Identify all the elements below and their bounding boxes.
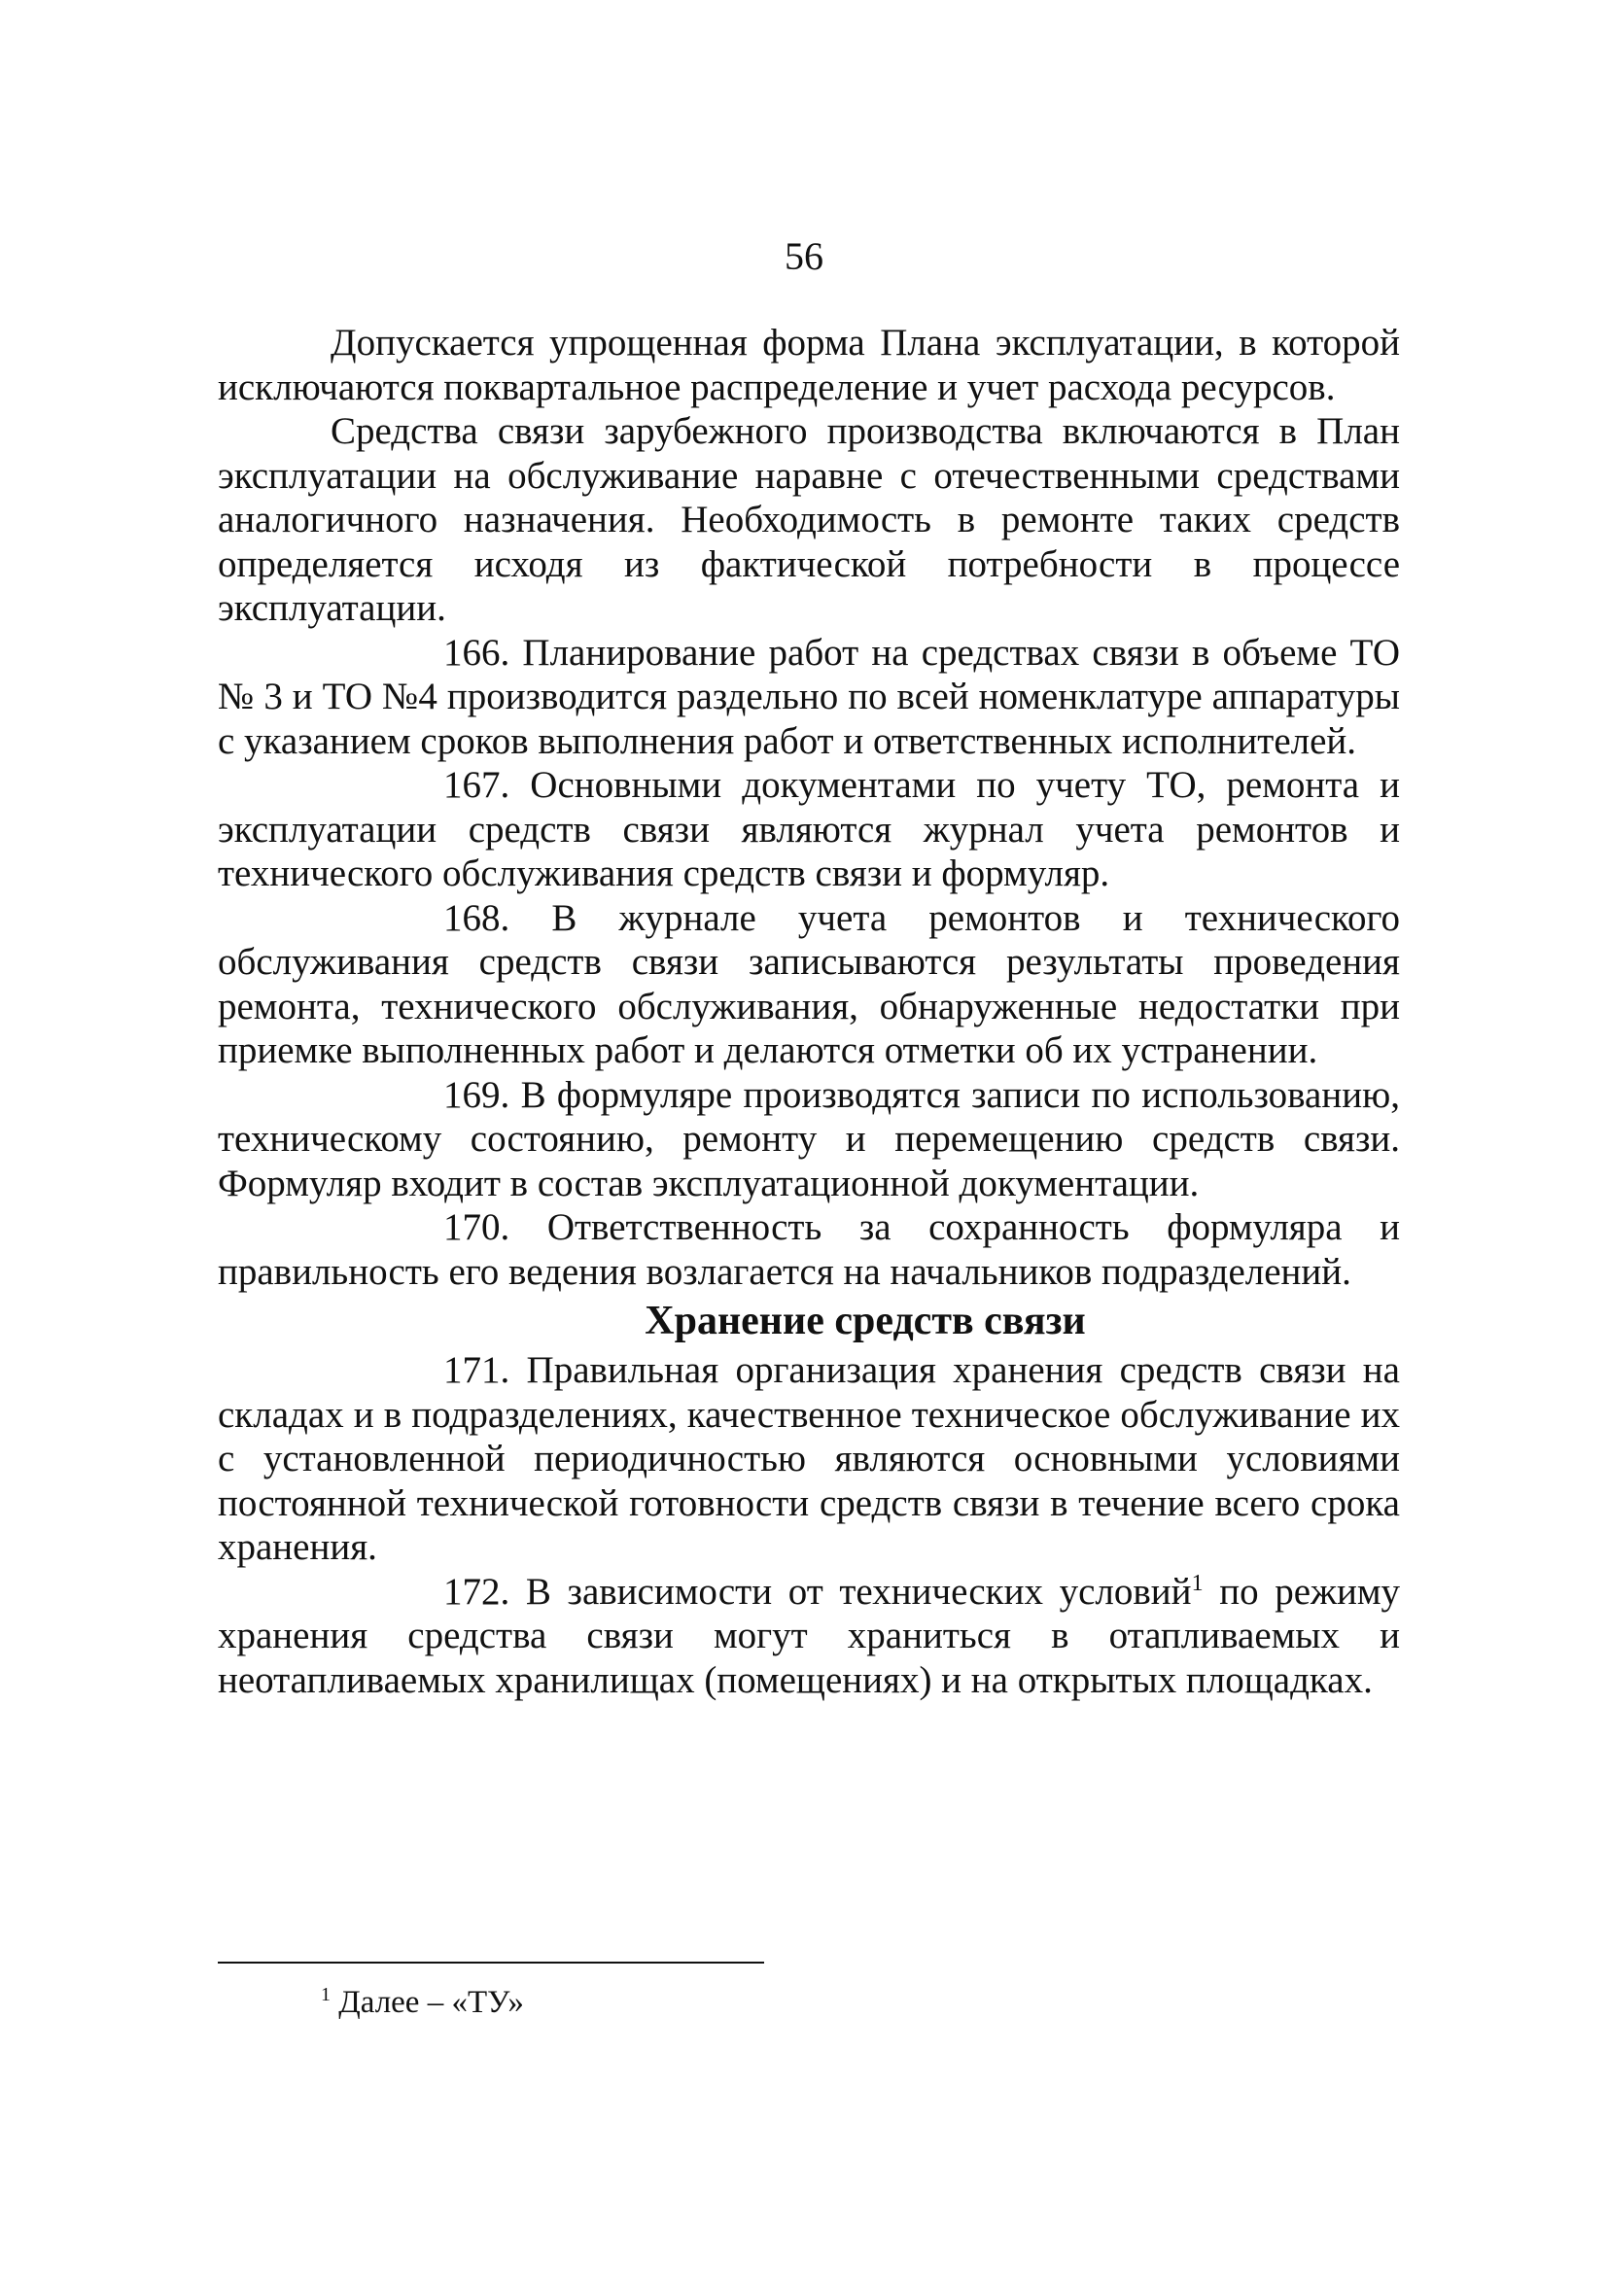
- section-heading: Хранение средств связи: [645, 1299, 1086, 1343]
- paragraph-foreign-equipment: Средства связи зарубежного производства включаются в План эксплуатации на обслуживание наравне с отечественными средствами аналогичного назначения. Необходимость в ремонте таких средств определяется исходя из фактической потребности в процессе эксплуатации.: [218, 410, 1400, 629]
- paragraph-167: [218, 763, 1400, 896]
- footnote-separator: [218, 1962, 764, 1964]
- paragraph-number: 171.: [443, 1349, 510, 1391]
- paragraph-166: [218, 631, 1400, 764]
- paragraph-number: 168.: [443, 896, 510, 939]
- footnote-mark: 1: [321, 1984, 331, 2005]
- paragraph-number: 169.: [443, 1073, 510, 1116]
- paragraph-text-after: по режиму хранения средства связи могут храниться в отапливаемых и неотапливаемых хранилищах (помещениях) и на открытых площадках.: [218, 1570, 1401, 1701]
- paragraph-text: В журнале учета ремонтов и технического обслуживания средств связи записываются результаты проведения ремонта, технического обслуживания, обнаруженные недостатки при приемке выполненных работ и делаются отметки об их устранении.: [218, 896, 1401, 1071]
- paragraph-text: Правильная организация хранения средств связи на складах и в подразделениях, качественное техническое обслуживание их с установленной периодичностью являются основными условиями постоянной технической готовности средств связи в течение всего срока хранения.: [218, 1349, 1400, 1568]
- paragraph-text: Основными документами по учету ТО, ремонта и эксплуатации средств связи являются журнал учета ремонтов и технического обслуживания средств связи и формуляр.: [218, 764, 1400, 894]
- paragraph-number: 170.: [443, 1206, 510, 1248]
- paragraph-text: Ответственность за сохранность формуляра и правильность его ведения возлагается на начальников подразделений.: [218, 1206, 1400, 1293]
- paragraph-169: [218, 1073, 1400, 1206]
- paragraph-text: Планирование работ на средствах связи в объеме ТО № 3 и ТО №4 производится раздельно по всей номенклатуре аппаратуры с указанием сроков выполнения работ и ответственных исполнителей.: [218, 631, 1401, 762]
- paragraph-171: [218, 1348, 1400, 1570]
- paragraph-number: 172.: [443, 1570, 510, 1613]
- paragraph-text-before: В зависимости от технических условий: [525, 1570, 1192, 1613]
- paragraph-number: 166.: [443, 631, 510, 674]
- paragraph-number: 167.: [443, 764, 510, 806]
- body-text: [218, 321, 1400, 1702]
- paragraph-172: [218, 1570, 1400, 1703]
- paragraph-text: В формуляре производятся записи по использованию, техническому состоянию, ремонту и перемещению средств связи. Формуляр входит в состав эксплуатационной документации.: [218, 1073, 1401, 1204]
- paragraph-170: [218, 1205, 1400, 1294]
- paragraph-plan-form: Допускается упрощенная форма Плана эксплуатации, в которой исключаются поквартальное распределение и учет расхода ресурсов.: [218, 322, 1400, 408]
- footnote-text: Далее – «ТУ»: [331, 1985, 524, 2020]
- footnote: [321, 1983, 524, 2022]
- page-number: 56: [785, 234, 823, 278]
- paragraph-168: [218, 896, 1400, 1073]
- footnote-reference: 1: [1191, 1570, 1204, 1596]
